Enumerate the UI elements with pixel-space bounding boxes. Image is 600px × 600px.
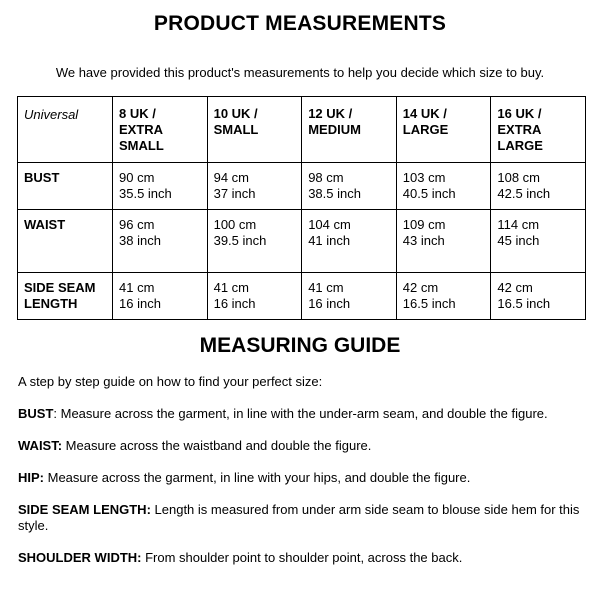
guide-description: From shoulder point to shoulder point, across the back. [141,550,463,565]
cell-cm: 104 cm [308,217,351,232]
guide-term: SHOULDER WIDTH: [18,550,142,565]
cell-cm: 94 cm [213,170,249,185]
guide-description: Length is measured from under arm side seam to blouse side hem for this style. [18,502,580,533]
guide-item-bust [18,406,588,422]
table-row-bust [18,163,586,210]
cell-inch: 45 inch [497,233,540,248]
cell-inch: 16 inch [213,296,256,311]
column-header-line: 12 UK / [308,106,353,121]
column-header-16uk [491,97,586,163]
row-header-bust [18,163,113,210]
cell-cm: 42 cm [497,280,533,295]
column-header-line: EXTRA [497,122,542,137]
table-cell [302,273,397,320]
cell-cm: 114 cm [497,217,540,232]
cell-inch: 16 inch [119,296,161,311]
guide-item-hip [18,470,588,486]
table-cell [207,163,302,210]
table-cell [207,273,302,320]
cell-inch: 16 inch [308,296,351,311]
cell-inch: 37 inch [213,186,256,201]
column-header-line: SMALL [119,138,164,153]
table-cell [302,163,397,210]
table-cell [491,273,586,320]
cell-inch: 40.5 inch [402,186,456,201]
measuring-guide [18,374,588,582]
column-header-line: 16 UK / [497,106,542,121]
row-header-side-seam-length [18,273,113,320]
measurements-table [17,96,586,320]
table-cell [113,273,208,320]
page-title: PRODUCT MEASUREMENTS [153,12,447,35]
cell-cm: 41 cm [308,280,344,295]
guide-term: BUST [18,406,54,421]
row-header-waist [18,210,113,273]
cell-cm: 103 cm [402,170,446,185]
column-header-line: 14 UK / [402,106,447,121]
cell-cm: 108 cm [497,170,541,185]
cell-inch: 41 inch [308,233,351,248]
guide-title: MEASURING GUIDE [199,334,401,357]
guide-description: : Measure across the garment, in line with the under-arm seam, and double the figure. [53,406,548,421]
row-header-line: WAIST [24,217,66,232]
column-header-line: EXTRA [119,122,164,137]
cell-inch: 35.5 inch [119,186,172,201]
guide-description: Measure across the waistband and double the figure. [62,438,372,453]
guide-term: HIP: [18,470,44,485]
row-header-line: SIDE SEAM [24,280,96,295]
cell-inch: 39.5 inch [213,233,267,248]
row-header-line: LENGTH [24,296,78,311]
column-header-line: 10 UK / [213,106,258,121]
column-header-line: LARGE [497,138,543,153]
column-header-line: SMALL [213,122,259,137]
column-header-14uk [396,97,491,163]
cell-cm: 42 cm [402,280,439,295]
table-cell [396,163,491,210]
table-cell [302,210,397,273]
cell-cm: 41 cm [213,280,249,295]
guide-item-shoulder-width [18,550,588,566]
table-cell [113,163,208,210]
guide-term: SIDE SEAM LENGTH: [18,502,151,517]
table-cell [396,273,491,320]
cell-cm: 41 cm [119,280,155,295]
cell-cm: 109 cm [402,217,446,232]
cell-inch: 42.5 inch [497,186,551,201]
column-header-12uk [302,97,397,163]
table-cell [207,210,302,273]
table-row-side-seam-length [18,273,586,320]
column-header-line: MEDIUM [308,122,361,137]
table-cell [396,210,491,273]
column-header-10uk [207,97,302,163]
table-cell [113,210,208,273]
guide-term: WAIST: [18,438,63,453]
cell-cm: 100 cm [213,217,257,232]
cell-cm: 98 cm [308,170,344,185]
row-header-line: BUST [24,170,60,185]
guide-intro: A step by step guide on how to find your perfect size: [18,374,323,389]
column-header-line: LARGE [402,122,449,137]
cell-inch: 16.5 inch [497,296,551,311]
corner-label: Universal [18,97,113,163]
table-row-waist [18,210,586,273]
guide-item-side-seam-length [18,502,588,534]
cell-inch: 38.5 inch [308,186,361,201]
intro-text: We have provided this product's measurements to help you decide which size to buy. [55,65,545,80]
cell-inch: 43 inch [402,233,445,248]
cell-inch: 38 inch [119,233,161,248]
guide-item-waist [18,438,588,454]
column-header-8uk [113,97,208,163]
cell-cm: 90 cm [119,170,155,185]
table-header-row [18,97,586,163]
cell-cm: 96 cm [119,217,155,232]
table-cell [491,163,586,210]
guide-description: Measure across the garment, in line with your hips, and double the figure. [44,470,471,485]
column-header-line: 8 UK / [119,106,156,121]
cell-inch: 16.5 inch [402,296,456,311]
table-cell [491,210,586,273]
